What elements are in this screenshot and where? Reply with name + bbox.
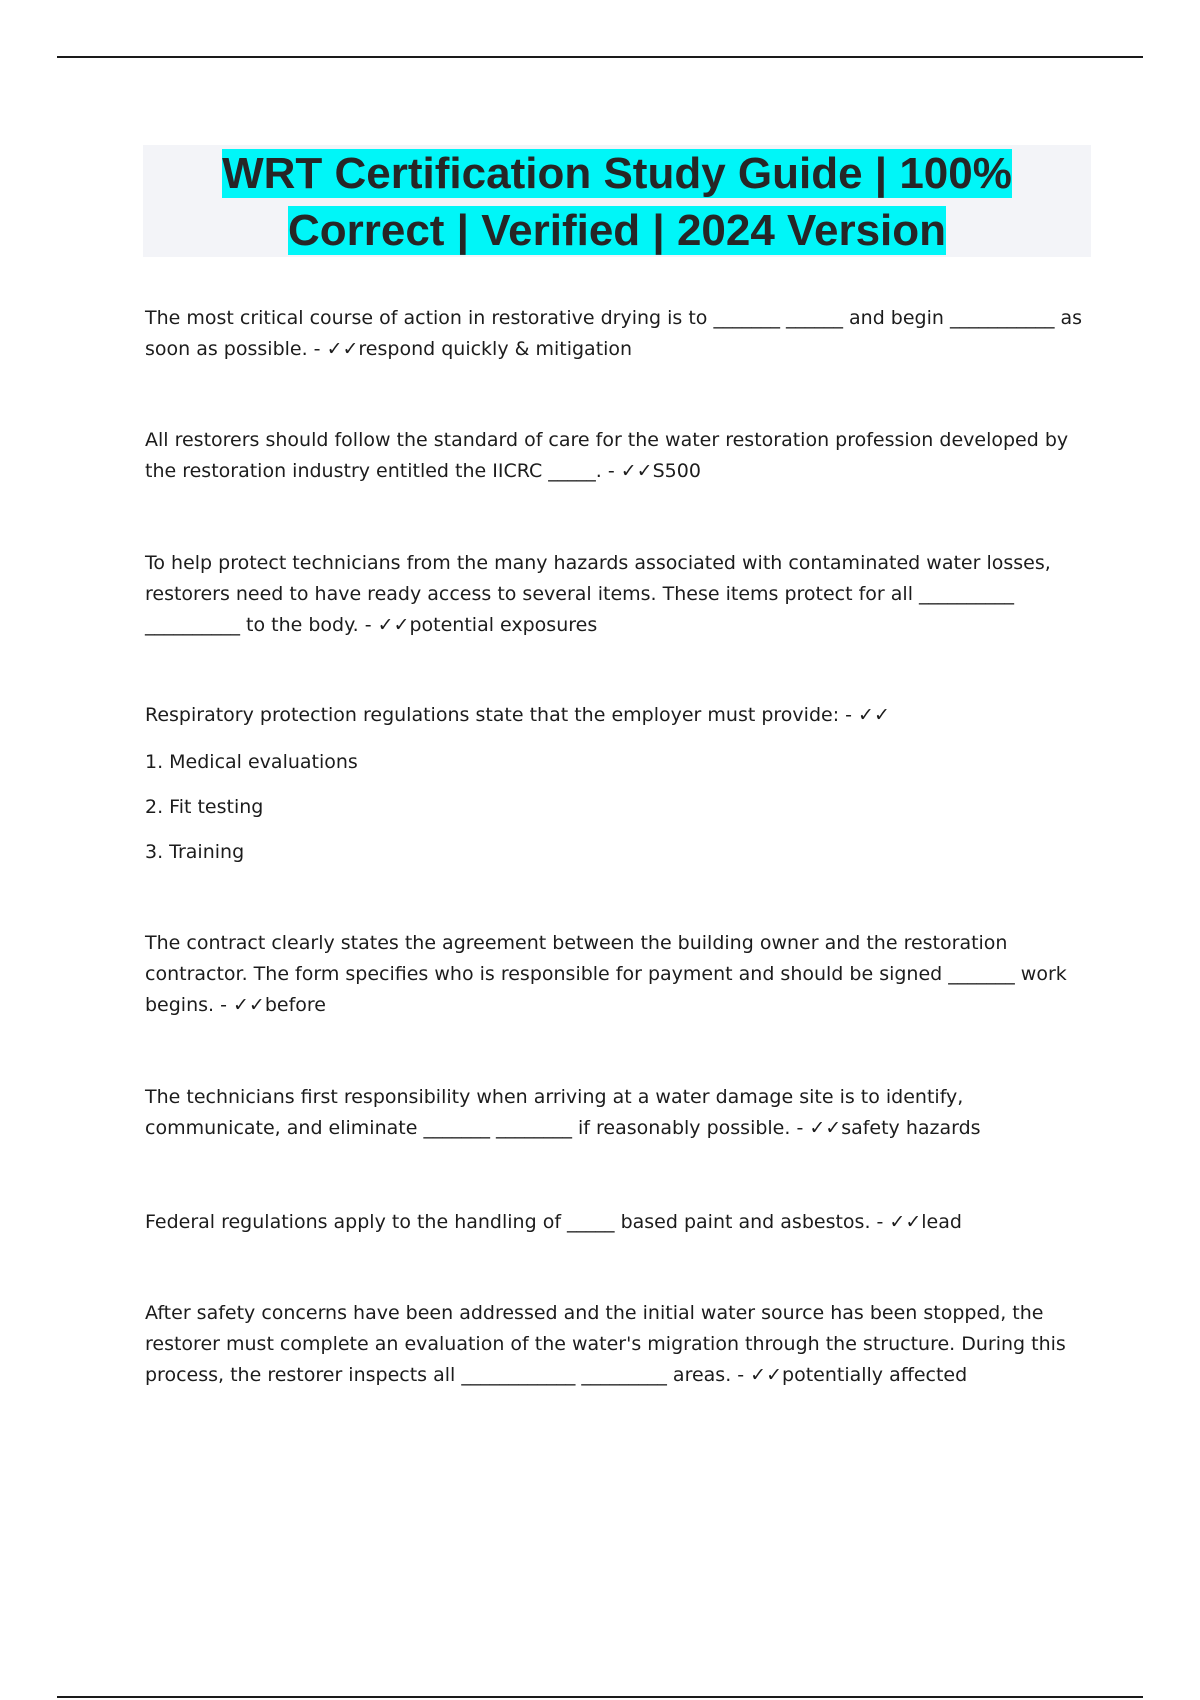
question-6 — [145, 1082, 1095, 1144]
title-line-2: Correct | Verified | 2024 Version — [287, 206, 947, 255]
question-4 — [145, 700, 1095, 868]
list-item: 3. Training — [145, 841, 245, 863]
question-text: To help protect technicians from the many hazards associated with contaminated water losses, restorers need to have ready access to several items. These items protect for all __________ __________ to the body. - ✓✓potential exposures — [145, 552, 1051, 636]
document-title — [143, 145, 1091, 259]
question-5 — [145, 928, 1095, 1021]
question-text: All restorers should follow the standard of care for the water restoration profession developed by the restoration industry entitled the IICRC _____. - ✓✓S500 — [145, 429, 1069, 482]
bottom-rule — [57, 1696, 1143, 1698]
question-text: The technicians first responsibility when arriving at a water damage site is to identify, communicate, and eliminate _______ ________ if reasonably possible. - ✓✓safety hazards — [145, 1086, 981, 1139]
question-7 — [145, 1207, 1095, 1238]
question-text: The most critical course of action in restorative drying is to _______ ______ and begin ___________ as soon as possible. - ✓✓respond quickly & mitigation — [145, 307, 1083, 360]
list-item: 2. Fit testing — [145, 796, 264, 818]
title-block — [143, 145, 1091, 257]
question-text: After safety concerns have been addressed and the initial water source has been stopped, the restorer must complete an evaluation of the water's migration through the structure. During this process, the restorer inspects all ____________ _________ areas. - ✓✓potentially affected — [145, 1302, 1066, 1386]
top-rule — [57, 56, 1143, 58]
question-text: Respiratory protection regulations state that the employer must provide: - ✓✓ — [145, 704, 890, 726]
question-2 — [145, 425, 1095, 487]
title-line-1: WRT Certification Study Guide | 100% — [222, 149, 1012, 198]
question-3 — [145, 548, 1095, 641]
question-8 — [145, 1298, 1095, 1391]
question-text: Federal regulations apply to the handling of _____ based paint and asbestos. - ✓✓lead — [145, 1211, 962, 1233]
list-item: 1. Medical evaluations — [145, 751, 358, 773]
question-1 — [145, 303, 1095, 365]
question-text: The contract clearly states the agreement between the building owner and the restoration contractor. The form specifies who is responsible for payment and should be signed _______ work begins. - ✓✓before — [145, 932, 1067, 1016]
